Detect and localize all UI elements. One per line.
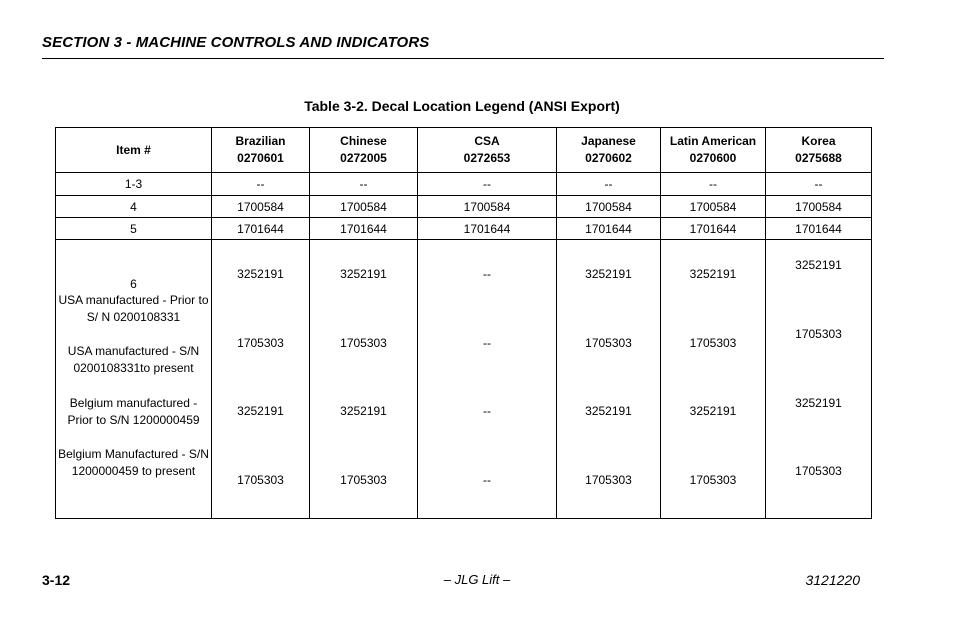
part-number: 3252191: [689, 404, 737, 418]
col-header-latin-american: Latin American 0270600: [661, 128, 766, 173]
cell-value: [212, 240, 310, 519]
col-header-korea: Korea 0275688: [766, 128, 872, 173]
cell-value: 1701644: [557, 218, 661, 240]
col-header-chinese: Chinese 0272005: [310, 128, 418, 173]
serial-range-description: Belgium manufactured - Prior to S/N 1200000459: [67, 396, 200, 427]
part-number: 3252191: [340, 267, 387, 281]
col-header-csa: CSA 0272653: [418, 128, 557, 173]
cell-value: --: [310, 173, 418, 196]
col-header-japanese: Japanese 0270602: [557, 128, 661, 173]
part-number: 1705303: [237, 473, 284, 487]
part-number: 1705303: [340, 473, 387, 487]
part-number: 1705303: [585, 473, 632, 487]
cell-value: [766, 240, 872, 519]
cell-value: 1700584: [661, 196, 766, 218]
cell-value: 1700584: [418, 196, 557, 218]
part-number: 3252191: [340, 404, 387, 418]
part-number: 3252191: [237, 267, 284, 281]
cell-value: 1701644: [310, 218, 418, 240]
part-number: 3252191: [585, 404, 632, 418]
part-number: --: [483, 336, 491, 350]
table-header-row: [56, 128, 872, 173]
part-number: 3252191: [689, 267, 737, 281]
section-title: SECTION 3 - MACHINE CONTROLS AND INDICATORS: [42, 34, 430, 51]
cell-value: 1701644: [212, 218, 310, 240]
part-number: 1705303: [585, 336, 632, 350]
cell-value: --: [418, 173, 557, 196]
serial-range-description: USA manufactured - S/N 0200108331to present: [67, 344, 200, 375]
page-number: 3-12: [42, 572, 71, 588]
part-number: 3252191: [795, 396, 842, 410]
table-caption: Table 3-2. Decal Location Legend (ANSI Export): [304, 98, 620, 114]
cell-value: 1701644: [766, 218, 872, 240]
part-number: 1705303: [689, 336, 737, 350]
header-rule: [42, 58, 884, 59]
cell-value: 1701644: [418, 218, 557, 240]
cell-value: [557, 240, 661, 519]
cell-item: [56, 240, 212, 519]
col-header-brazilian: Brazilian 0270601: [212, 128, 310, 173]
cell-value: --: [661, 173, 766, 196]
cell-value: 1700584: [766, 196, 872, 218]
part-number: 3252191: [585, 267, 632, 281]
document-number: 3121220: [805, 572, 860, 588]
cell-item: 4: [56, 196, 212, 218]
decal-legend-table: [55, 127, 872, 519]
table-row: [56, 196, 872, 218]
cell-value: [418, 240, 557, 519]
part-number: --: [483, 267, 491, 281]
cell-value: [310, 240, 418, 519]
serial-range-description: USA manufactured - Prior to S/ N 0200108331: [58, 293, 209, 324]
cell-value: 1700584: [310, 196, 418, 218]
part-number: 1705303: [237, 336, 284, 350]
cell-value: [661, 240, 766, 519]
cell-value: 1700584: [212, 196, 310, 218]
cell-value: --: [212, 173, 310, 196]
col-header-item: Item #: [56, 128, 212, 173]
part-number: --: [483, 404, 491, 418]
table-row: [56, 218, 872, 240]
footer-brand: – JLG Lift –: [443, 572, 511, 587]
cell-item: 1-3: [56, 173, 212, 196]
part-number: 3252191: [237, 404, 284, 418]
cell-value: --: [766, 173, 872, 196]
part-number: 1705303: [795, 464, 842, 478]
cell-value: 1701644: [661, 218, 766, 240]
part-number: 3252191: [795, 258, 842, 272]
part-number: 1705303: [689, 473, 737, 487]
part-number: 1705303: [795, 327, 842, 341]
table-row: [56, 173, 872, 196]
cell-value: 1700584: [557, 196, 661, 218]
part-number: 1705303: [340, 336, 387, 350]
part-number: --: [483, 473, 491, 487]
item-number: 6: [130, 277, 137, 291]
cell-item: 5: [56, 218, 212, 240]
table-row: [56, 240, 872, 519]
cell-value: --: [557, 173, 661, 196]
serial-range-description: Belgium Manufactured - S/N 1200000459 to present: [58, 447, 209, 478]
